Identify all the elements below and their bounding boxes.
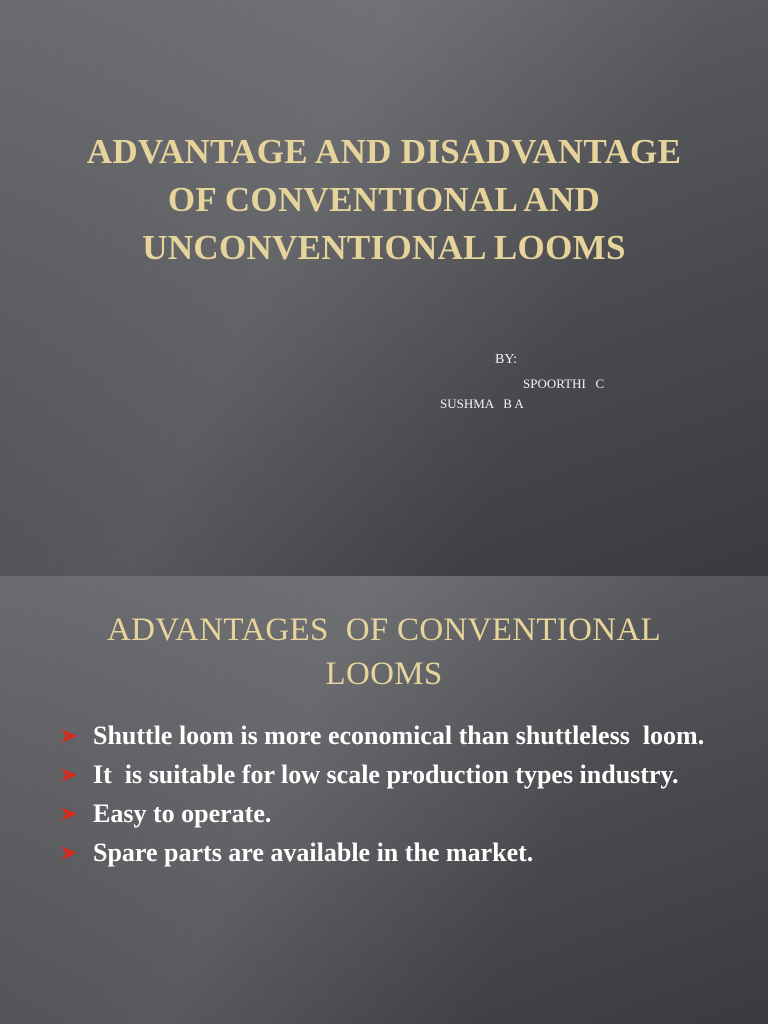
author-name: SUSHMA B A <box>440 396 524 411</box>
slide-title <box>0 128 768 272</box>
title-line: OF CONVENTIONAL AND <box>167 180 601 219</box>
arrow-bullet-icon <box>60 845 78 861</box>
title-line: LOOMS <box>325 656 443 692</box>
slide-title <box>0 608 768 696</box>
by-label: BY: <box>495 352 518 367</box>
title-line: ADVANTAGE AND DISADVANTAGE <box>86 132 682 171</box>
bullet-text: Shuttle loom is more economical than shuttleless loom. <box>93 721 705 750</box>
bullet-text: Spare parts are available in the market. <box>93 838 534 867</box>
bullet-list <box>60 718 720 874</box>
bullet-text: Easy to operate. <box>93 799 272 828</box>
slide-2 <box>0 576 768 1024</box>
title-line: UNCONVENTIONAL LOOMS <box>142 228 626 267</box>
bullet-item <box>60 796 720 831</box>
arrow-bullet-icon <box>60 728 78 744</box>
bullet-item <box>60 835 720 870</box>
title-line: ADVANTAGES OF CONVENTIONAL <box>107 612 661 648</box>
bullet-item <box>60 718 720 753</box>
arrow-bullet-icon <box>60 806 78 822</box>
arrow-bullet-icon <box>60 767 78 783</box>
author-name: SPOORTHI C <box>523 376 605 391</box>
bullet-text: It is suitable for low scale production types industry. <box>93 760 679 789</box>
bullet-item <box>60 757 720 792</box>
